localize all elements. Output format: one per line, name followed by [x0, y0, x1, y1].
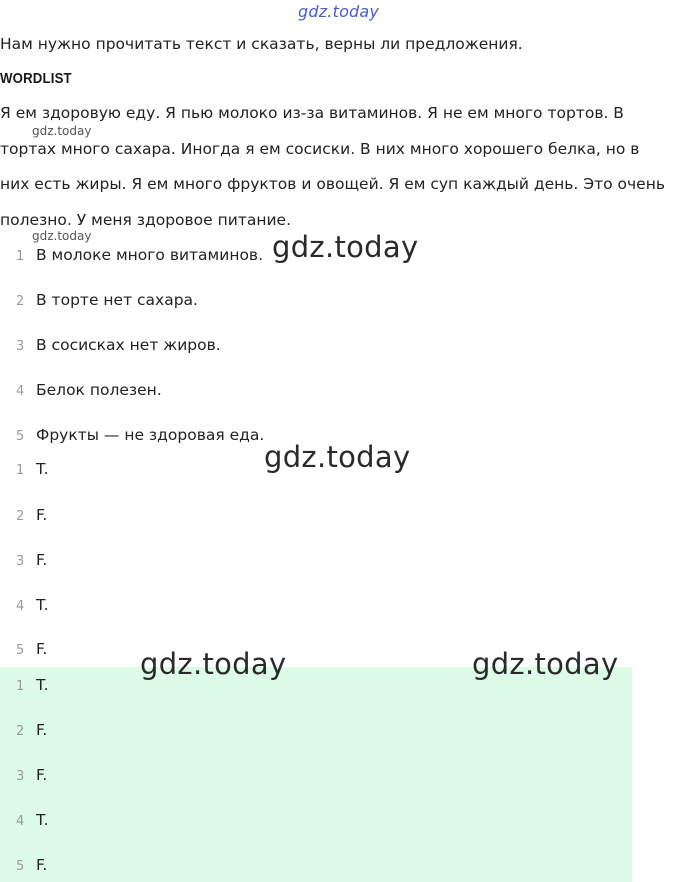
answer-text: F. — [36, 506, 48, 524]
item-number: 3 — [16, 769, 25, 784]
answer-text: F. — [36, 721, 48, 739]
item-number: 1 — [16, 679, 25, 694]
reading-line: полезно. У меня здоровое питание. — [0, 210, 292, 229]
statement-text: В торте нет сахара. — [36, 291, 198, 309]
reading-line: Я ем здоровую еду. Я пью молоко из-за витаминов. Я не ем много тортов. В — [0, 104, 624, 122]
statement-item — [0, 378, 162, 402]
item-number: 4 — [16, 599, 25, 614]
reading-line: тортах много сахара. Иногда я ем сосиски. В них много хорошего белка, но в — [0, 139, 640, 158]
answer-item-highlighted — [0, 853, 47, 877]
answer-text: T. — [36, 811, 49, 829]
answer-text: T. — [36, 596, 49, 614]
site-logo[interactable]: gdz.today — [298, 2, 380, 21]
statement-item — [0, 288, 198, 312]
answer-text: F. — [36, 640, 48, 658]
answer-text: T. — [36, 460, 49, 478]
answer-item-highlighted — [0, 763, 47, 787]
answer-highlight-block — [0, 667, 632, 882]
answer-item-highlighted — [0, 718, 47, 742]
statement-text: Белок полезен. — [36, 381, 162, 399]
item-number: 2 — [16, 509, 25, 524]
statement-item — [0, 423, 264, 447]
watermark-large: gdz.today — [472, 647, 619, 681]
item-number: 3 — [16, 554, 25, 569]
item-number: 5 — [16, 859, 25, 874]
item-number: 2 — [16, 294, 25, 309]
answer-text: F. — [36, 551, 48, 569]
reading-text — [0, 96, 680, 238]
item-number: 5 — [16, 429, 25, 444]
item-number: 5 — [16, 643, 25, 658]
watermark-large: gdz.today — [264, 440, 411, 474]
answer-item — [0, 548, 47, 572]
item-number: 2 — [16, 724, 25, 739]
answer-item-highlighted — [0, 808, 49, 832]
statement-text: Фрукты — не здоровая еда. — [36, 426, 265, 444]
watermark-small: gdz.today — [32, 124, 92, 138]
answer-item — [0, 593, 49, 617]
answer-text: F. — [36, 856, 48, 874]
statement-text: В сосисках нет жиров. — [36, 336, 221, 354]
answer-item — [0, 637, 47, 661]
item-number: 1 — [16, 249, 25, 264]
answer-text: T. — [36, 676, 49, 694]
watermark-large: gdz.today — [272, 230, 419, 264]
statement-text: В молоке много витаминов. — [36, 246, 263, 264]
wordlist-heading: WORDLIST — [0, 70, 72, 87]
task-instruction: Нам нужно прочитать текст и сказать, верны ли предложения. — [0, 35, 523, 53]
statement-item — [0, 333, 221, 357]
item-number: 4 — [16, 384, 25, 399]
answer-item — [0, 503, 47, 527]
item-number: 4 — [16, 814, 25, 829]
reading-line: них есть жиры. Я ем много фруктов и овощей. Я ем суп каждый день. Это очень — [0, 175, 665, 193]
answer-item-highlighted — [0, 673, 49, 697]
statement-item — [0, 243, 263, 267]
answer-text: F. — [36, 766, 48, 784]
answer-item — [0, 457, 49, 481]
watermark-large: gdz.today — [140, 647, 287, 681]
item-number: 3 — [16, 339, 25, 354]
item-number: 1 — [16, 463, 25, 478]
watermark-small: gdz.today — [32, 229, 92, 243]
